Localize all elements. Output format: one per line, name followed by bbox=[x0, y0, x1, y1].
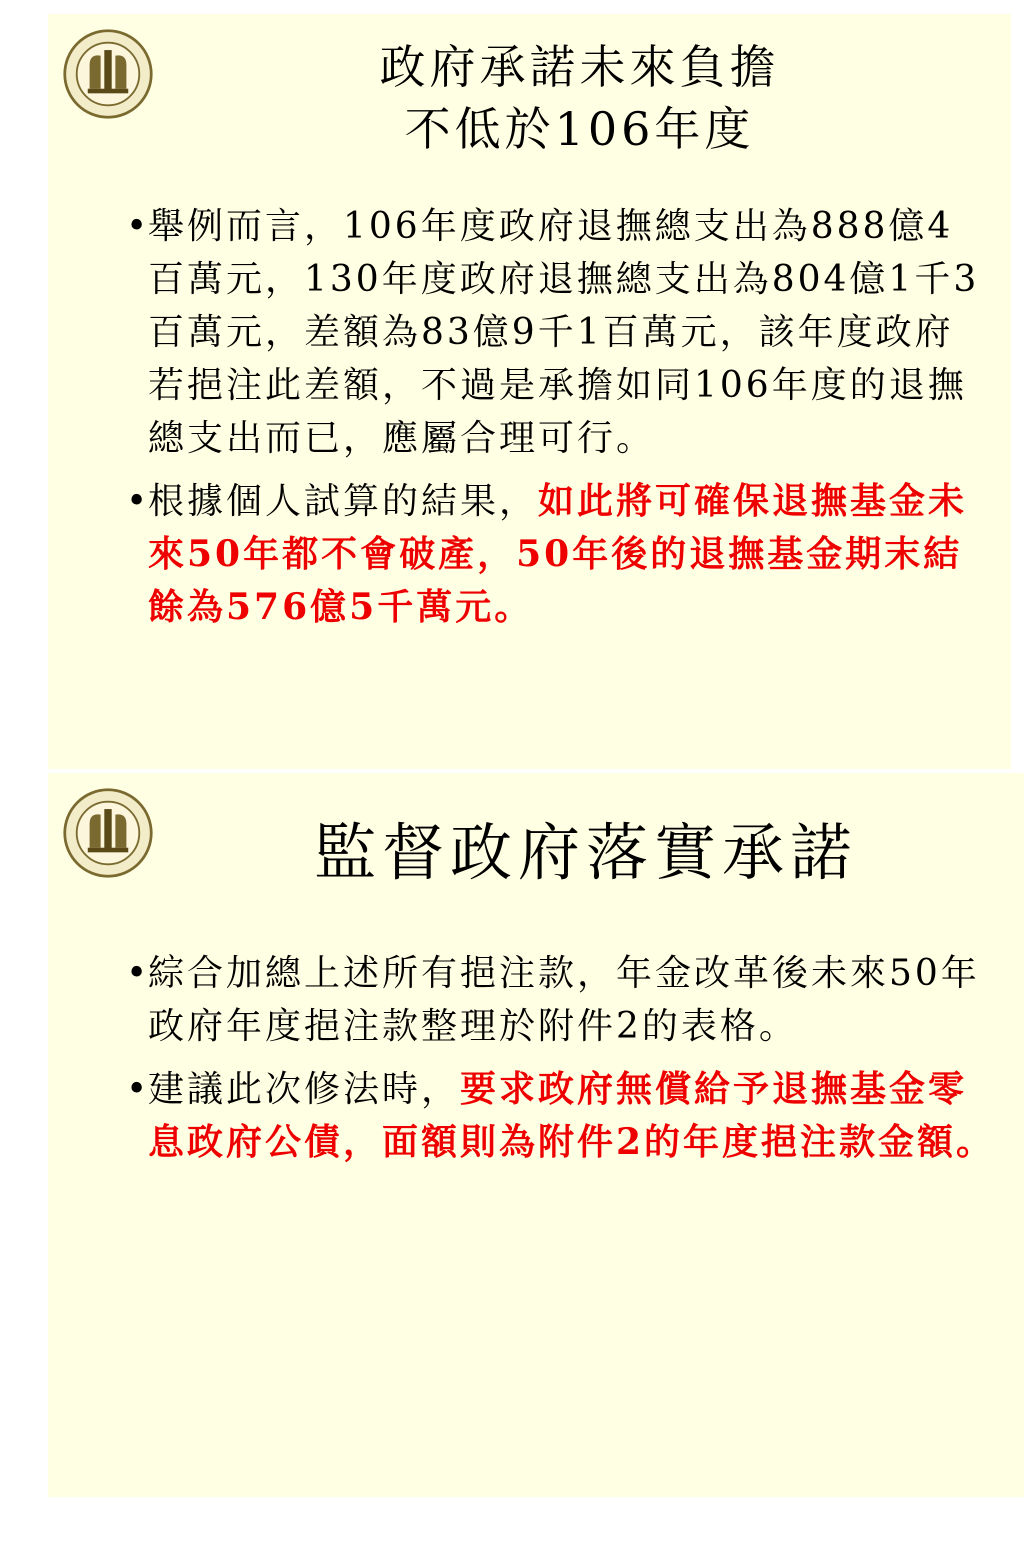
slide-2 bbox=[48, 773, 1024, 1497]
bullet-list bbox=[126, 947, 1000, 1179]
bullet-text: 綜合加總上述所有挹注款，年金改革後未來50年政府年度挹注款整理於附件2的表格。 bbox=[148, 953, 980, 1047]
bullet-item bbox=[126, 200, 987, 465]
bullet-symbol: • bbox=[126, 1069, 151, 1110]
bullet-text: 建議此次修法時， bbox=[148, 1069, 461, 1110]
bullet-symbol: • bbox=[126, 481, 151, 522]
bullet-symbol: • bbox=[126, 206, 151, 247]
slide-title bbox=[158, 36, 1001, 160]
slide-title bbox=[158, 813, 1014, 893]
slide-1 bbox=[48, 14, 1011, 769]
university-seal-icon bbox=[62, 28, 154, 120]
title-line: 政府承諾未來負擔 bbox=[379, 40, 780, 94]
bullet-text: 舉例而言，106年度政府退撫總支出為888億4百萬元，130年度政府退撫總支出為804億1千3百萬元，差額為83億9千1百萬元，該年度政府若挹注此差額，不過是承擔如同106年度的退撫總支出而已，應屬合理可行。 bbox=[148, 206, 980, 459]
bullet-text: 根據個人試算的結果， bbox=[148, 481, 539, 522]
bullet-highlight-text: 要求政府無償給予退撫基金零息政府公債，面額則為附件2的年度挹注款金額。 bbox=[148, 1068, 996, 1163]
bullet-item bbox=[126, 1063, 1000, 1169]
bullet-item bbox=[126, 947, 1000, 1053]
bullet-item bbox=[126, 475, 987, 634]
bullet-symbol: • bbox=[126, 953, 151, 994]
bullet-highlight-text: 如此將可確保退撫基金未來50年都不會破產，50年後的退撫基金期末結餘為576億5千萬元。 bbox=[148, 480, 968, 628]
title-line: 不低於106年度 bbox=[404, 102, 755, 156]
university-seal-icon bbox=[62, 787, 154, 879]
title-line: 監督政府落實承諾 bbox=[313, 816, 858, 889]
bullet-list bbox=[126, 200, 987, 644]
